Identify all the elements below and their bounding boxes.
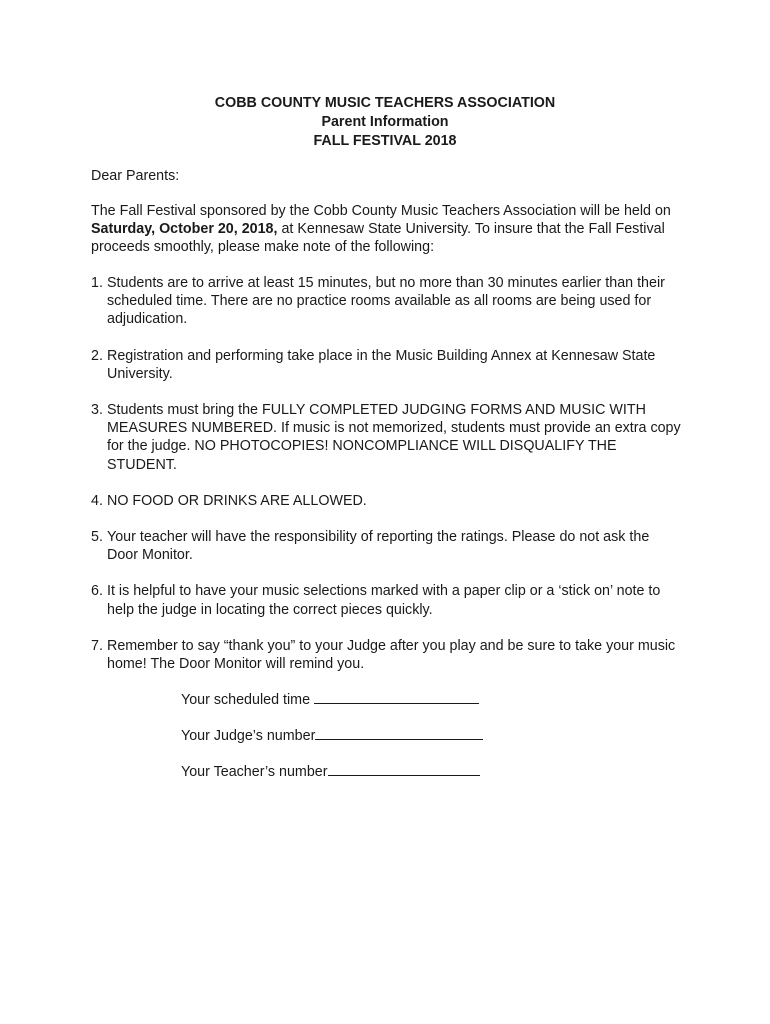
item-text: It is helpful to have your music selections marked with a paper clip or a ‘stick on’ note to help the judge in locating the correct pieces quickly.: [107, 583, 661, 618]
item-text: Students are to arrive at least 15 minutes, but no more than 30 minutes earlier than their scheduled time. There are no practice rooms available as all rooms are being used for adjudication.: [107, 275, 665, 328]
teacher-number-blank[interactable]: [328, 762, 480, 776]
list-item: [91, 401, 681, 474]
instructions-list: [91, 274, 681, 691]
scheduled-time-blank[interactable]: [314, 690, 479, 704]
judge-number-label: Your Judge’s number: [181, 728, 316, 744]
list-item: [91, 582, 681, 618]
teacher-number-field[interactable]: [181, 762, 541, 780]
item-number: 4.: [91, 492, 103, 509]
festival-title: FALL FESTIVAL 2018: [313, 133, 457, 149]
list-item: [91, 637, 681, 673]
item-number: 7.: [91, 637, 103, 654]
item-text: Students must bring the FULLY COMPLETED JUDGING FORMS AND MUSIC WITH MEASURES NUMBERED. If music is not memorized, students must provide an extra copy for the judge. NO PHOTOCOPIES! NONCOMPLIANCE WILL DISQUALIFY THE STUDENT.: [107, 402, 681, 473]
fill-in-fields: [181, 690, 541, 798]
association-title: COBB COUNTY MUSIC TEACHERS ASSOCIATION: [214, 95, 556, 111]
intro-text-1: The Fall Festival sponsored by the Cobb County Music Teachers Association will be held on: [91, 203, 671, 219]
item-number: 6.: [91, 583, 103, 600]
judge-number-blank[interactable]: [315, 726, 483, 740]
item-number: 5.: [91, 529, 103, 546]
teacher-number-label: Your Teacher’s number: [181, 764, 328, 780]
item-number: 1.: [91, 275, 103, 291]
greeting: Dear Parents:: [91, 168, 180, 184]
list-item: [91, 492, 681, 510]
document-header: [0, 94, 770, 151]
festival-date: Saturday, October 20, 2018,: [91, 221, 278, 238]
item-text: NO FOOD OR DRINKS ARE ALLOWED.: [107, 492, 367, 509]
item-text: Your teacher will have the responsibility of reporting the ratings. Please do not ask the Door Monitor.: [107, 529, 650, 564]
item-text: Remember to say “thank you” to your Judge after you play and be sure to take your music home! The Door Monitor will remind you.: [107, 637, 676, 673]
scheduled-time-label: Your scheduled time: [181, 692, 314, 708]
item-text: Registration and performing take place in the Music Building Annex at Kennesaw State University.: [107, 347, 656, 382]
item-number: 3.: [91, 402, 103, 419]
list-item: [91, 347, 681, 383]
list-item: [91, 274, 681, 329]
list-item: [91, 528, 681, 564]
item-number: 2.: [91, 347, 103, 364]
judge-number-field[interactable]: [181, 726, 541, 744]
intro-paragraph: [91, 202, 671, 257]
intro-text-2: at Kennesaw State University. To insure that the Fall Festival proceeds smoothly, please make note of the following:: [91, 221, 665, 256]
document-subtitle: Parent Information: [321, 114, 449, 130]
scheduled-time-field[interactable]: [181, 690, 541, 708]
